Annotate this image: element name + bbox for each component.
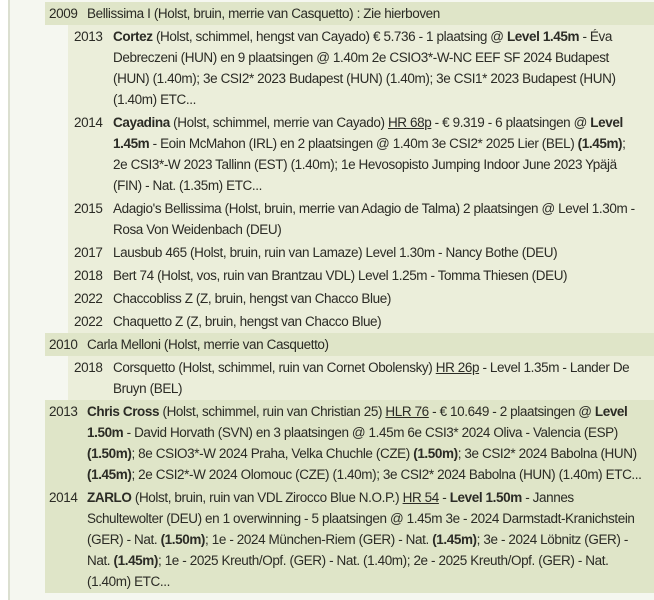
offspring-list (10, 0, 654, 600)
text-run: ; 2e CSI3*-W 2023 Tallinn (EST) (1.40m); 1e Hevosopisto Jumping Indoor June 2023 Ypäjä (FIN) - Nat. (1.35m) ETC... (113, 136, 626, 193)
offspring-description (87, 334, 654, 355)
text-run: ; 3e - 2024 Löbnitz (GER) - Nat. (87, 532, 628, 568)
offspring-description (113, 242, 654, 263)
text-run: ; 1e - 2025 Kreuth/Opf. (GER) - Nat. (1.40m); 2e - 2025 Kreuth/Opf. (GER) - Nat. (1.40m) ETC... (87, 553, 609, 589)
offspring-year: 2013 (74, 29, 103, 44)
offspring-row (45, 333, 654, 356)
emphasis-text: (1.45m) (87, 467, 132, 482)
text-run: - € 10.649 - 2 plaatsingen @ (428, 404, 595, 419)
emphasis-text: Level 1.50m (449, 490, 522, 505)
emphasis-text: Level 1.45m (506, 29, 580, 44)
text-run: Lausbub 465 (Holst, bruin, ruin van Lamaze) Level 1.30m - Nancy Bothe (DEU) (113, 245, 558, 260)
text-run: (Holst, bruin, ruin van VDL Zirocco Blue N.O.P.) (131, 490, 403, 505)
text-run: (Holst, schimmel, merrie van Cayado) (169, 115, 388, 130)
offspring-row (68, 111, 654, 197)
emphasis-text: (1.50m) (413, 446, 458, 461)
emphasis-text: Level 1.50m (87, 404, 628, 440)
offspring-row (68, 197, 654, 241)
offspring-description (113, 26, 654, 110)
emphasis-text: (1.45m) (577, 136, 623, 151)
text-run: Chaquetto Z (Z, bruin, hengst van Chacco Blue) (113, 314, 382, 329)
text-run: Bellissima I (Holst, bruin, merrie van Casquetto) : Zie hierboven (87, 6, 440, 21)
offspring-row (68, 264, 654, 287)
emphasis-text: Chris Cross (87, 404, 160, 419)
text-run: ; 3e CSI2* 2024 Babolna (HUN) (457, 446, 637, 461)
text-run: - (438, 490, 450, 505)
offspring-description (113, 311, 654, 332)
emphasis-text: (1.45m) (113, 553, 158, 568)
offspring-year: 2013 (49, 404, 78, 419)
emphasis-text: (1.50m) (87, 446, 132, 461)
offspring-description (87, 3, 654, 24)
offspring-year: 2018 (74, 360, 103, 375)
emphasis-text: Level 1.45m (113, 115, 623, 151)
offspring-row (68, 287, 654, 310)
offspring-description (113, 288, 654, 309)
emphasis-text: ZARLO (87, 490, 132, 505)
ranking-link[interactable]: HR 26p (435, 360, 480, 375)
offspring-row (68, 241, 654, 264)
offspring-year: 2022 (74, 314, 103, 329)
text-run: - Jannes Schultewolter (DEU) en 1 overwinning - 5 plaatsingen @ 1.45m 3e - 2024 Darmstadt-Kranichstein (GER) - Nat. (87, 490, 635, 547)
offspring-description (113, 112, 654, 196)
offspring-row (68, 356, 654, 400)
text-run: - David Horvath (SVN) en 3 plaatsingen @ 1.45m 6e CSI3* 2024 Oliva - Valencia (ESP) (123, 425, 618, 440)
offspring-description (87, 401, 654, 485)
offspring-year: 2014 (49, 490, 78, 505)
offspring-description (113, 198, 654, 240)
offspring-row (68, 310, 654, 333)
offspring-row (68, 25, 654, 111)
ranking-link[interactable]: HR 68p (387, 115, 432, 130)
text-run: - Éva Debreczeni (HUN) en 9 plaatsingen @ 1.40m 2e CSIO3*-W-NC EEF SF 2024 Budapest (HUN) (1.40m); 3e CSI2* 2023 Budapest (HUN) (1.40m); 3e CSI1* 2023 Budapest (HUN) (1.40m) ETC... (113, 29, 616, 107)
offspring-year: 2015 (74, 201, 103, 216)
text-run: ; 8e CSIO3*-W 2024 Praha, Velka Chuchle (CZE) (131, 446, 414, 461)
text-run: - € 9.319 - 6 plaatsingen @ (431, 115, 591, 130)
text-run: (Holst, schimmel, hengst van Cayado) € 5.736 - 1 plaatsing @ (152, 29, 507, 44)
offspring-row (45, 486, 654, 593)
emphasis-text: (1.45m) (432, 532, 477, 547)
offspring-year: 2014 (74, 115, 103, 130)
ranking-link[interactable]: HR 54 (402, 490, 439, 505)
offspring-year: 2017 (74, 245, 103, 260)
offspring-row (45, 2, 654, 25)
text-run: Adagio's Bellissima (Holst, bruin, merrie van Adagio de Talma) 2 plaatsingen @ Level 1.30m - Rosa Von Weidenbach (DEU) (113, 201, 635, 237)
text-run: Carla Melloni (Holst, merrie van Casquetto) (87, 337, 329, 352)
text-run: ; 2e CSI2*-W 2024 Olomouc (CZE) (1.40m); 3e CSI2* 2024 Babolna (HUN) (1.40m) ETC... (131, 467, 642, 482)
text-run: (Holst, schimmel, ruin van Christian 25) (159, 404, 386, 419)
offspring-year: 2022 (74, 291, 103, 306)
text-run: - Eoin McMahon (IRL) en 2 plaatsingen @ 1.40m 3e CSI2* 2025 Lier (BEL) (149, 136, 578, 151)
emphasis-text: Cayadina (113, 115, 170, 130)
text-run: ; 1e - 2024 München-Riem (GER) - Nat. (205, 532, 433, 547)
emphasis-text: (1.50m) (160, 532, 206, 547)
offspring-description (87, 487, 654, 592)
offspring-description (113, 265, 654, 286)
text-run: Corsquetto (Holst, schimmel, ruin van Cornet Obolensky) (113, 360, 436, 375)
offspring-year: 2010 (49, 337, 78, 352)
offspring-year: 2009 (49, 6, 78, 21)
ranking-link[interactable]: HLR 76 (385, 404, 429, 419)
offspring-description (113, 357, 654, 399)
emphasis-text: Cortez (113, 29, 153, 44)
offspring-year: 2018 (74, 268, 103, 283)
offspring-row (45, 400, 654, 486)
text-run: Chaccobliss Z (Z, bruin, hengst van Chacco Blue) (113, 291, 391, 306)
text-run: - Level 1.35m - Lander De Bruyn (BEL) (113, 360, 630, 396)
text-run: Bert 74 (Holst, vos, ruin van Brantzau VDL) Level 1.25m - Tomma Thiesen (DEU) (113, 268, 568, 283)
